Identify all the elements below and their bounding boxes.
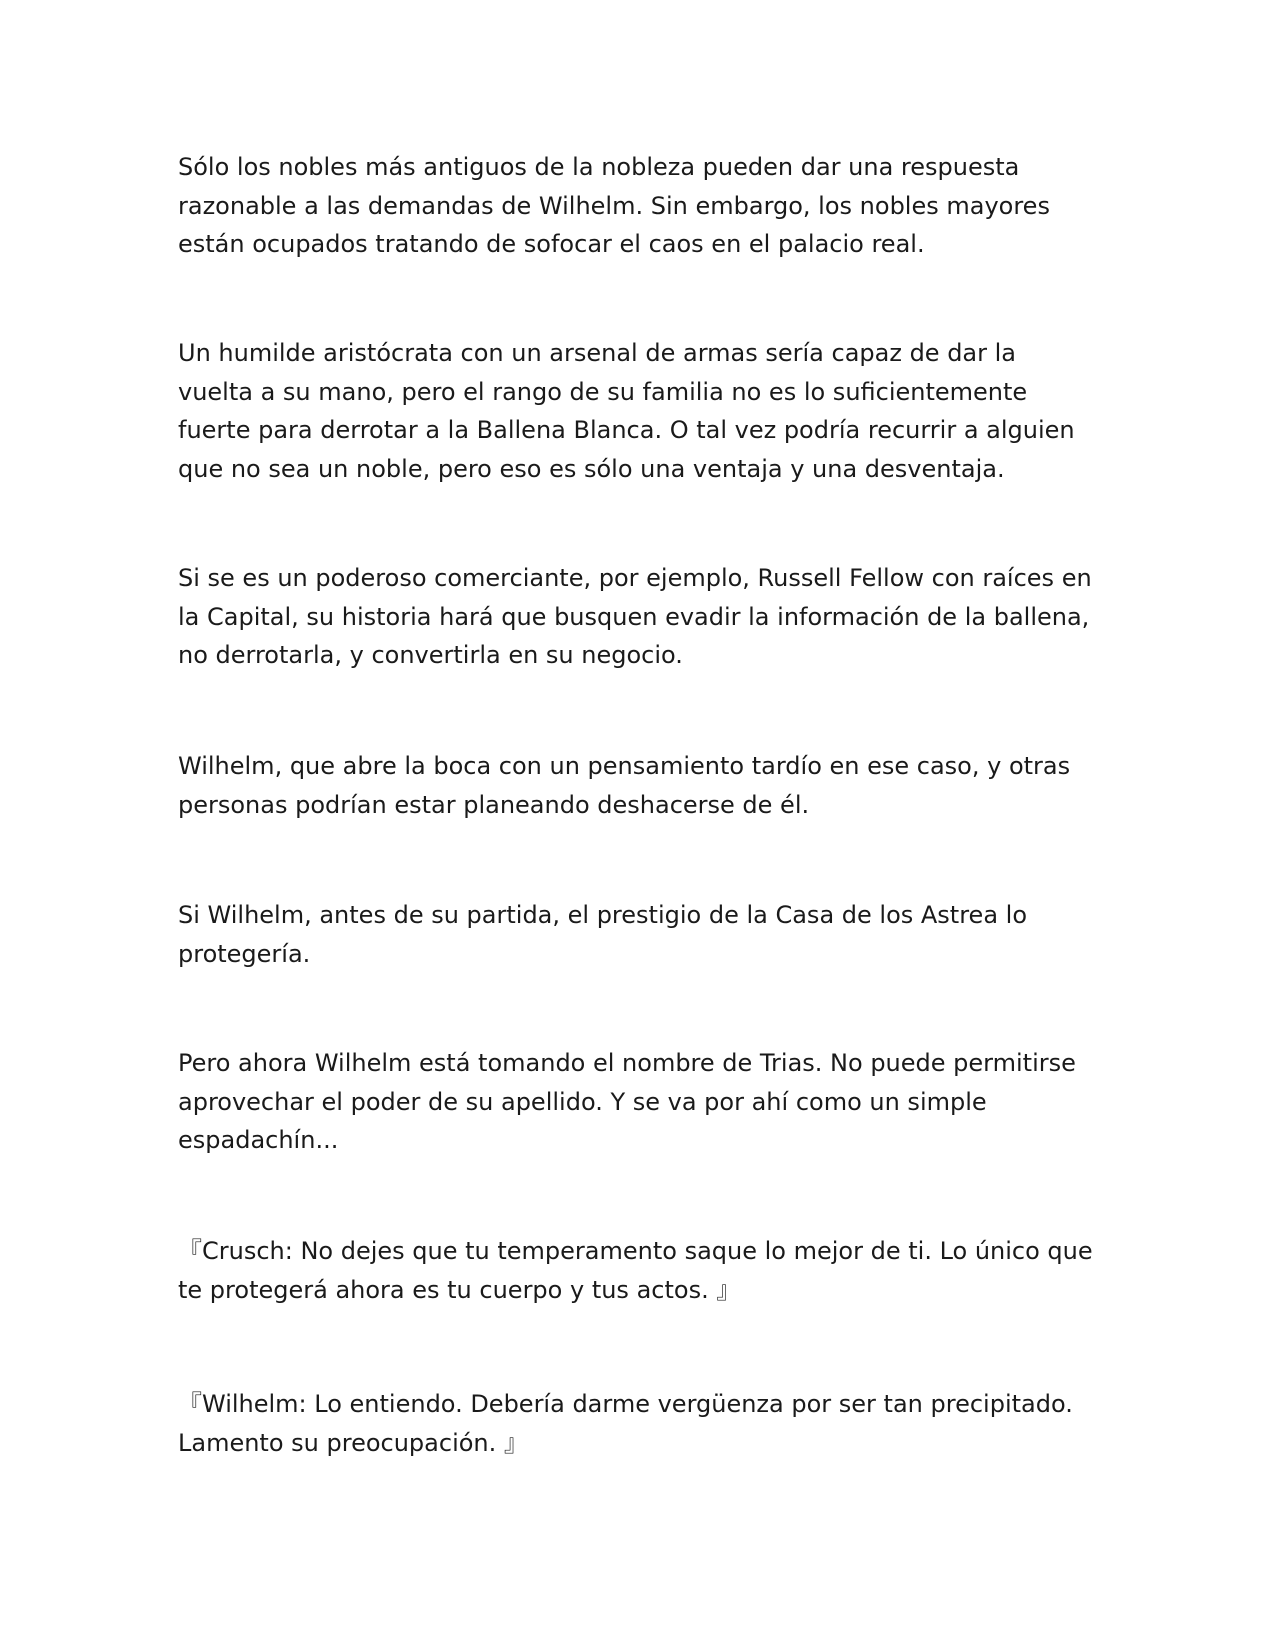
dialogue-wilhelm: 『Wilhelm: Lo entiendo. Debería darme vergüenza por ser tan precipitado. Lamento su preocupación. 』 bbox=[178, 1390, 1073, 1457]
paragraph-2: Un humilde aristócrata con un arsenal de armas sería capaz de dar la vuelta a su mano, pero el rango de su familia no es lo suficientemente fuerte para derrotar a la Ballena Blanca. O tal vez podría recurrir a alguien que no sea un noble, pero eso es sólo una ventaja y una desventaja. bbox=[178, 339, 1075, 483]
paragraph-4: Wilhelm, que abre la boca con un pensamiento tardío en ese caso, y otras personas podrían estar planeando deshacerse de él. bbox=[178, 752, 1071, 819]
dialogue-crusch: 『Crusch: No dejes que tu temperamento saque lo mejor de ti. Lo único que te protegerá ahora es tu cuerpo y tus actos. 』 bbox=[178, 1237, 1093, 1304]
paragraph-3: Si se es un poderoso comerciante, por ejemplo, Russell Fellow con raíces en la Capital, su historia hará que busquen evadir la información de la ballena, no derrotarla, y convertirla en su negocio. bbox=[178, 564, 1092, 669]
paragraph-6: Pero ahora Wilhelm está tomando el nombre de Trias. No puede permitirse aprovechar el poder de su apellido. Y se va por ahí como un simple espadachín... bbox=[178, 1049, 1076, 1154]
paragraph-5: Si Wilhelm, antes de su partida, el prestigio de la Casa de los Astrea lo protegería. bbox=[178, 901, 1028, 968]
paragraph-1: Sólo los nobles más antiguos de la nobleza pueden dar una respuesta razonable a las demandas de Wilhelm. Sin embargo, los nobles mayores están ocupados tratando de sofocar el caos en el palacio real. bbox=[178, 153, 1050, 258]
